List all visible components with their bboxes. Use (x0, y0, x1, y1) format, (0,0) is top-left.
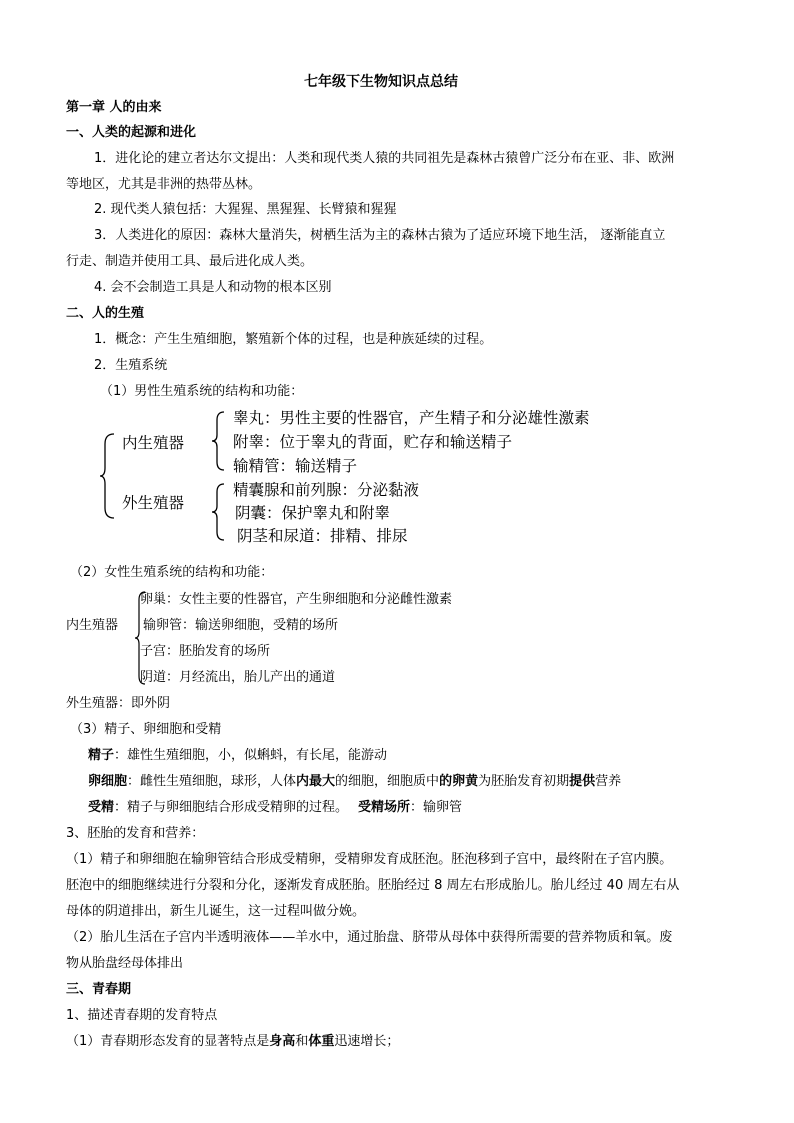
paragraph: （2）胎儿生活在子宫内半透明液体——羊水中，通过胎盘、脐带从母体中获得所需要的营养物质和氧。废 (66, 930, 673, 945)
male-external-item: 阴茎和尿道：排精、排尿 (237, 527, 408, 545)
puberty-text: （1）青春期形态发育的显著特点是 (66, 1034, 270, 1049)
sperm-term: 精子 (88, 748, 115, 763)
fertilization-def: ：精子与卵细胞结合形成受精卵的过程。 (114, 800, 349, 815)
egg-text: 的细胞，细胞质中 (335, 774, 440, 789)
paragraph: 1．进化论的建立者达尔文提出：人类和现代类人猿的共同祖先是森林古猿曾广泛分布在亚、非、欧洲 (94, 151, 675, 166)
male-internal-brace (209, 410, 227, 472)
fertilization-site-def: ：输卵管 (410, 800, 463, 815)
egg-text: ：雌性生殖细胞，球形，人体 (127, 774, 297, 789)
paragraph: 4. 会不会制造工具是人和动物的根本区别 (94, 280, 332, 295)
cells-heading: （3）精子、卵细胞和受精 (70, 722, 222, 737)
male-external-label: 外生殖器 (122, 494, 185, 512)
embryo-heading: 3、胚胎的发育和营养： (66, 826, 205, 841)
egg-text: 为胚胎发育初期 (478, 774, 570, 789)
male-internal-item: 输精管：输送精子 (233, 457, 358, 475)
puberty-feature (66, 1035, 399, 1048)
page-title: 七年级下生物知识点总结 (304, 74, 458, 90)
paragraph: 物从胎盘经母体排出 (66, 956, 184, 971)
male-system-heading: （1）男性生殖系统的结构和功能： (100, 384, 304, 399)
sperm-definition (88, 749, 387, 762)
chapter-heading: 第一章 人的由来 (66, 100, 162, 115)
fertilization-term: 受精 (88, 800, 115, 815)
female-internal-item: 子宫：胚胎发育的场所 (140, 644, 271, 659)
paragraph: 1、描述青春期的发育特点 (66, 1008, 218, 1023)
puberty-text: 和 (295, 1034, 309, 1049)
section-heading-puberty: 三、青春期 (66, 982, 132, 997)
egg-text-bold: 内最大 (296, 774, 336, 789)
egg-definition (88, 775, 621, 788)
male-external-brace (209, 482, 227, 542)
puberty-text: 迅速增长； (334, 1034, 400, 1049)
fertilization-site-term: 受精场所 (358, 800, 411, 815)
paragraph: 母体的阴道排出，新生儿诞生，这一过程叫做分娩。 (66, 904, 366, 919)
fertilization-definition (88, 801, 462, 814)
puberty-text-bold: 身高 (269, 1034, 296, 1049)
section-heading-reproduction: 二、人的生殖 (66, 306, 145, 321)
male-internal-label: 内生殖器 (122, 434, 185, 452)
female-external: 外生殖器：即外阴 (66, 696, 171, 711)
female-internal-label: 内生殖器 (66, 618, 119, 633)
section-heading-origin: 一、人类的起源和进化 (66, 125, 197, 140)
egg-term: 卵细胞 (88, 774, 128, 789)
paragraph: 3．人类进化的原因：森林大量消失，树栖生活为主的森林古猿为了适应环境下地生活， 逐渐能直立 (94, 228, 666, 243)
male-external-item: 阴囊：保护睾丸和附睾 (235, 504, 391, 522)
sperm-def: ：雄性生殖细胞，小，似蝌蚪，有长尾，能游动 (114, 748, 388, 763)
male-internal-item: 附睾：位于睾丸的背面，贮存和输送精子 (233, 433, 513, 451)
paragraph: 2. 现代类人猿包括：大猩猩、黑猩猩、长臂猿和猩猩 (94, 202, 397, 217)
egg-text: 营养 (595, 774, 622, 789)
paragraph: （1）精子和卵细胞在输卵管结合形成受精卵，受精卵发育成胚泡。胚泡移到子宫中，最终附在子宫内膜。 (66, 852, 673, 867)
male-external-item: 精囊腺和前列腺：分泌黏液 (233, 481, 420, 499)
paragraph: 行走、制造并使用工具、最后进化成人类。 (66, 254, 314, 269)
male-internal-item: 睾丸：男性主要的性器官，产生精子和分泌雄性激素 (233, 409, 590, 427)
paragraph: 2．生殖系统 (94, 358, 168, 373)
female-internal-item: 阴道：月经流出，胎儿产出的通道 (140, 670, 336, 685)
male-outer-brace (98, 432, 118, 520)
egg-text-bold: 的卵黄 (439, 774, 479, 789)
puberty-text-bold: 体重 (308, 1034, 335, 1049)
egg-text-bold: 提供 (569, 774, 596, 789)
paragraph: 胚泡中的细胞继续进行分裂和分化，逐渐发育成胚胎。胚胎经过 8 周左右形成胎儿。胎儿经过 40 周左右从 (66, 878, 680, 893)
paragraph: 1．概念：产生生殖细胞，繁殖新个体的过程，也是种族延续的过程。 (94, 332, 493, 347)
female-internal-item: 卵巢：女性主要的性器官，产生卵细胞和分泌雌性激素 (140, 592, 453, 607)
paragraph: 等地区，尤其是非洲的热带丛林。 (66, 177, 262, 192)
female-system-heading: （2）女性生殖系统的结构和功能： (70, 565, 274, 580)
female-internal-item: 输卵管：输送卵细胞，受精的场所 (143, 618, 339, 633)
